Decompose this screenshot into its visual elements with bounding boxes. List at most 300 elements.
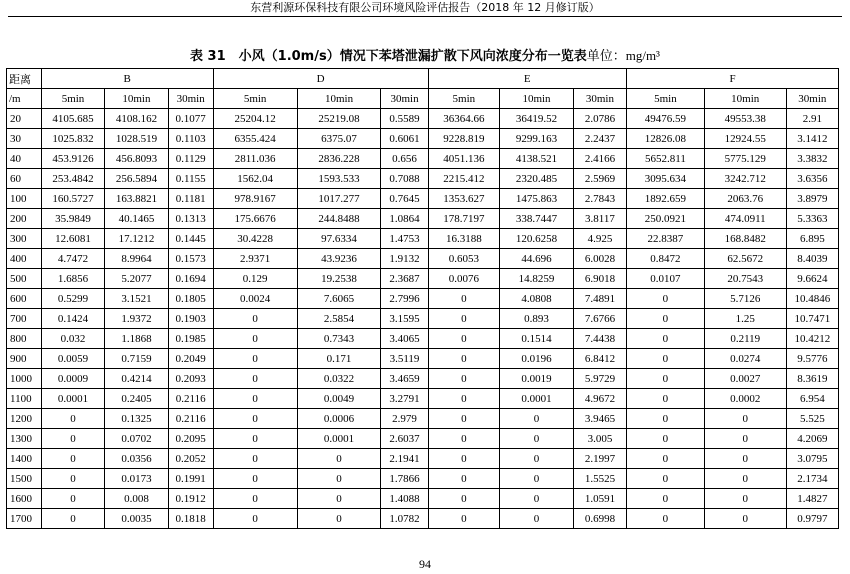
concentration-cell: 40.1465 [105,209,168,229]
concentration-cell: 0.1985 [168,329,213,349]
distance-cell: 900 [7,349,42,369]
concentration-cell: 0.9797 [786,509,838,529]
concentration-cell: 6.0028 [573,249,626,269]
concentration-cell: 2.0786 [573,109,626,129]
concentration-cell: 0 [213,329,297,349]
concentration-cell: 0 [627,309,705,329]
table-row [7,269,839,289]
table-row [7,449,839,469]
concentration-cell: 120.6258 [500,229,574,249]
concentration-cell: 0.2093 [168,369,213,389]
distance-unit-header: /m [7,89,42,109]
concentration-cell: 4051.136 [428,149,500,169]
concentration-cell: 4.2069 [786,429,838,449]
concentration-cell: 19.2538 [297,269,381,289]
table-row [7,149,839,169]
concentration-cell: 7.6766 [573,309,626,329]
distance-cell: 1700 [7,509,42,529]
concentration-cell: 5.7126 [704,289,786,309]
concentration-cell: 9299.163 [500,129,574,149]
concentration-cell: 5652.811 [627,149,705,169]
concentration-cell: 0 [41,489,104,509]
concentration-cell: 0.0001 [41,389,104,409]
concentration-cell: 2.1997 [573,449,626,469]
time-header: 30min [168,89,213,109]
concentration-cell: 0.1912 [168,489,213,509]
concentration-cell: 1.0782 [381,509,428,529]
concentration-cell: 1.1868 [105,329,168,349]
concentration-cell: 0 [428,369,500,389]
concentration-cell: 1.7866 [381,469,428,489]
distance-cell: 500 [7,269,42,289]
concentration-cell: 0 [297,449,381,469]
concentration-cell: 6.954 [786,389,838,409]
concentration-cell: 1.0591 [573,489,626,509]
concentration-cell: 4108.162 [105,109,168,129]
table-caption [0,47,850,66]
concentration-cell: 1017.277 [297,189,381,209]
concentration-cell: 2320.485 [500,169,574,189]
concentration-cell: 1.4827 [786,489,838,509]
concentration-cell: 2.9371 [213,249,297,269]
distance-cell: 300 [7,229,42,249]
concentration-cell: 12924.55 [704,129,786,149]
concentration-cell: 2.1941 [381,449,428,469]
concentration-cell: 62.5672 [704,249,786,269]
concentration-cell: 0 [627,449,705,469]
concentration-cell: 0.1313 [168,209,213,229]
concentration-cell: 0.7088 [381,169,428,189]
concentration-cell: 256.5894 [105,169,168,189]
concentration-cell: 2836.228 [297,149,381,169]
concentration-cell: 3.1521 [105,289,168,309]
concentration-cell: 0 [428,489,500,509]
concentration-cell: 0 [428,409,500,429]
concentration-cell: 0 [704,469,786,489]
concentration-cell: 0.4214 [105,369,168,389]
concentration-cell: 0.0702 [105,429,168,449]
concentration-cell: 6.8412 [573,349,626,369]
group-header-b: B [41,69,213,89]
table-title: 表 31 小风（1.0m/s）情况下苯塔泄漏扩散下风向浓度分布一览表 [190,49,587,64]
concentration-cell: 2063.76 [704,189,786,209]
table-row [7,409,839,429]
concentration-cell: 0.1573 [168,249,213,269]
concentration-cell: 3.3832 [786,149,838,169]
concentration-cell: 25219.08 [297,109,381,129]
table-row [7,129,839,149]
concentration-cell: 3.4659 [381,369,428,389]
concentration-cell: 4.9672 [573,389,626,409]
concentration-cell: 0 [627,489,705,509]
concentration-cell: 1892.659 [627,189,705,209]
concentration-cell: 1.25 [704,309,786,329]
concentration-cell: 0 [627,509,705,529]
concentration-cell: 0 [428,309,500,329]
concentration-cell: 0.1445 [168,229,213,249]
time-header: 5min [41,89,104,109]
table-row [7,249,839,269]
concentration-cell: 5.3363 [786,209,838,229]
concentration-cell: 3.1595 [381,309,428,329]
concentration-cell: 0 [213,449,297,469]
concentration-cell: 49553.38 [704,109,786,129]
concentration-cell: 0.7645 [381,189,428,209]
concentration-cell: 0.0049 [297,389,381,409]
concentration-cell: 1.4753 [381,229,428,249]
concentration-cell: 0.1818 [168,509,213,529]
table-row [7,189,839,209]
table-row [7,289,839,309]
concentration-cell: 0 [428,429,500,449]
concentration-cell: 0.1903 [168,309,213,329]
concentration-cell: 0.1077 [168,109,213,129]
concentration-cell: 0 [704,489,786,509]
concentration-cell: 0.8472 [627,249,705,269]
concentration-cell: 2811.036 [213,149,297,169]
concentration-cell: 0.0002 [704,389,786,409]
concentration-cell: 2215.412 [428,169,500,189]
concentration-cell: 3.8117 [573,209,626,229]
distance-cell: 200 [7,209,42,229]
page-header: 东营利源环保科技有限公司环境风险评估报告（2018 年 12 月修订版） [250,1,600,14]
concentration-cell: 168.8482 [704,229,786,249]
concentration-cell: 0 [428,509,500,529]
concentration-cell: 0 [627,369,705,389]
concentration-cell: 0.2405 [105,389,168,409]
concentration-cell: 0.2049 [168,349,213,369]
concentration-cell: 0 [213,309,297,329]
concentration-cell: 0.1694 [168,269,213,289]
concentration-cell: 0.0076 [428,269,500,289]
distance-cell: 1400 [7,449,42,469]
table-row [7,209,839,229]
concentration-cell: 0 [213,489,297,509]
concentration-cell: 1025.832 [41,129,104,149]
concentration-cell: 1593.533 [297,169,381,189]
concentration-cell: 0.7159 [105,349,168,369]
concentration-cell: 0.032 [41,329,104,349]
group-header-row [7,69,839,89]
concentration-cell: 0.171 [297,349,381,369]
concentration-cell: 250.0921 [627,209,705,229]
concentration-cell: 0.2119 [704,329,786,349]
concentration-cell: 4.0808 [500,289,574,309]
concentration-cell: 0 [704,509,786,529]
concentration-cell: 6.9018 [573,269,626,289]
concentration-cell: 0 [627,429,705,449]
concentration-cell: 0.2116 [168,409,213,429]
concentration-cell: 0 [704,409,786,429]
concentration-cell: 1.9372 [105,309,168,329]
concentration-cell: 0 [428,469,500,489]
distance-cell: 20 [7,109,42,129]
concentration-cell: 1562.04 [213,169,297,189]
concentration-cell: 0 [41,409,104,429]
concentration-cell: 44.696 [500,249,574,269]
concentration-cell: 7.6065 [297,289,381,309]
concentration-cell: 1.5525 [573,469,626,489]
table-row [7,109,839,129]
concentration-cell: 20.7543 [704,269,786,289]
concentration-cell: 5.2077 [105,269,168,289]
header-rule [8,16,842,17]
distance-cell: 40 [7,149,42,169]
concentration-cell: 175.6676 [213,209,297,229]
concentration-cell: 49476.59 [627,109,705,129]
concentration-cell: 0.7343 [297,329,381,349]
concentration-cell: 0.2095 [168,429,213,449]
distance-cell: 1600 [7,489,42,509]
concentration-cell: 0 [627,329,705,349]
concentration-cell: 3.0795 [786,449,838,469]
table-row [7,309,839,329]
concentration-cell: 30.4228 [213,229,297,249]
distance-cell: 1100 [7,389,42,409]
concentration-cell: 0.6053 [428,249,500,269]
concentration-cell: 0.5299 [41,289,104,309]
table-row [7,389,839,409]
concentration-cell: 0.0024 [213,289,297,309]
table-row [7,509,839,529]
concentration-cell: 0.0274 [704,349,786,369]
concentration-cell: 0 [704,429,786,449]
concentration-cell: 0.0173 [105,469,168,489]
concentration-cell: 6.895 [786,229,838,249]
distance-cell: 30 [7,129,42,149]
concentration-cell: 16.3188 [428,229,500,249]
concentration-cell: 22.8387 [627,229,705,249]
concentration-cell: 0 [627,469,705,489]
concentration-cell: 0.1103 [168,129,213,149]
concentration-cell: 25204.12 [213,109,297,129]
concentration-cell: 3.9465 [573,409,626,429]
concentration-cell: 6355.424 [213,129,297,149]
concentration-cell: 4105.685 [41,109,104,129]
concentration-cell: 0 [213,369,297,389]
concentration-cell: 2.5854 [297,309,381,329]
concentration-cell: 1.4088 [381,489,428,509]
table-unit: 单位：mg/m³ [586,48,660,63]
concentration-cell: 0.1155 [168,169,213,189]
concentration-cell: 0.656 [381,149,428,169]
concentration-cell: 0 [627,349,705,369]
concentration-cell: 2.2437 [573,129,626,149]
concentration-cell: 2.6037 [381,429,428,449]
concentration-cell: 0 [428,349,500,369]
concentration-cell: 178.7197 [428,209,500,229]
concentration-cell: 160.5727 [41,189,104,209]
concentration-cell: 4.925 [573,229,626,249]
distance-cell: 400 [7,249,42,269]
concentration-cell: 0.1129 [168,149,213,169]
concentration-cell: 0 [428,289,500,309]
distance-cell: 1500 [7,469,42,489]
table-row [7,469,839,489]
concentration-table [6,68,839,529]
concentration-cell: 0.1991 [168,469,213,489]
concentration-cell: 0 [297,489,381,509]
concentration-cell: 9.6624 [786,269,838,289]
table-row [7,169,839,189]
concentration-cell: 0.0059 [41,349,104,369]
concentration-cell: 0.129 [213,269,297,289]
concentration-cell: 3.6356 [786,169,838,189]
concentration-cell: 0 [213,509,297,529]
concentration-cell: 2.7996 [381,289,428,309]
distance-cell: 600 [7,289,42,309]
concentration-cell: 3.005 [573,429,626,449]
concentration-cell: 0.0001 [500,389,574,409]
concentration-cell: 0.0019 [500,369,574,389]
concentration-cell: 0.0356 [105,449,168,469]
concentration-cell: 0 [41,509,104,529]
concentration-cell: 0.0035 [105,509,168,529]
concentration-cell: 7.4891 [573,289,626,309]
time-header: 10min [105,89,168,109]
concentration-cell: 0.2052 [168,449,213,469]
concentration-cell: 17.1212 [105,229,168,249]
concentration-cell: 10.4846 [786,289,838,309]
time-header: 30min [786,89,838,109]
concentration-cell: 0 [627,409,705,429]
concentration-cell: 1353.627 [428,189,500,209]
concentration-cell: 5775.129 [704,149,786,169]
concentration-cell: 0.0027 [704,369,786,389]
concentration-cell: 0.6061 [381,129,428,149]
concentration-cell: 163.8821 [105,189,168,209]
concentration-cell: 0 [428,449,500,469]
concentration-cell: 43.9236 [297,249,381,269]
concentration-cell: 3095.634 [627,169,705,189]
concentration-cell: 0 [500,509,574,529]
distance-cell: 1200 [7,409,42,429]
concentration-cell: 0.893 [500,309,574,329]
distance-header: 距离 [7,69,42,89]
concentration-cell: 0 [428,329,500,349]
concentration-cell: 253.4842 [41,169,104,189]
concentration-cell: 0.0009 [41,369,104,389]
concentration-cell: 474.0911 [704,209,786,229]
concentration-cell: 0.0006 [297,409,381,429]
concentration-cell: 2.91 [786,109,838,129]
distance-cell: 60 [7,169,42,189]
group-header-d: D [213,69,428,89]
concentration-cell: 0 [213,429,297,449]
concentration-cell: 0 [500,469,574,489]
concentration-cell: 3.2791 [381,389,428,409]
table-row [7,329,839,349]
concentration-cell: 1.6856 [41,269,104,289]
concentration-cell: 2.7843 [573,189,626,209]
concentration-cell: 978.9167 [213,189,297,209]
concentration-cell: 338.7447 [500,209,574,229]
concentration-cell: 0 [428,389,500,409]
time-header: 10min [704,89,786,109]
concentration-cell: 0.5589 [381,109,428,129]
time-header: 5min [428,89,500,109]
concentration-cell: 0 [213,389,297,409]
concentration-cell: 3.8979 [786,189,838,209]
concentration-cell: 0.1514 [500,329,574,349]
concentration-cell: 8.9964 [105,249,168,269]
concentration-cell: 8.4039 [786,249,838,269]
distance-cell: 1000 [7,369,42,389]
table-row [7,429,839,449]
concentration-cell: 3.5119 [381,349,428,369]
concentration-cell: 1028.519 [105,129,168,149]
time-header: 5min [627,89,705,109]
table-row [7,489,839,509]
concentration-cell: 0.1424 [41,309,104,329]
concentration-cell: 10.7471 [786,309,838,329]
concentration-cell: 97.6334 [297,229,381,249]
concentration-cell: 9228.819 [428,129,500,149]
concentration-cell: 2.4166 [573,149,626,169]
concentration-cell: 36419.52 [500,109,574,129]
concentration-cell: 0 [213,349,297,369]
table-body [7,109,839,529]
concentration-cell: 35.9849 [41,209,104,229]
concentration-cell: 14.8259 [500,269,574,289]
distance-cell: 700 [7,309,42,329]
concentration-cell: 456.8093 [105,149,168,169]
group-header-e: E [428,69,627,89]
concentration-cell: 0 [41,469,104,489]
concentration-cell: 0.2116 [168,389,213,409]
table-row [7,369,839,389]
concentration-cell: 36364.66 [428,109,500,129]
concentration-cell: 0 [500,449,574,469]
concentration-cell: 0 [41,429,104,449]
concentration-cell: 0.0196 [500,349,574,369]
concentration-cell: 0.6998 [573,509,626,529]
time-header: 5min [213,89,297,109]
concentration-cell: 244.8488 [297,209,381,229]
distance-cell: 800 [7,329,42,349]
concentration-cell: 0.1181 [168,189,213,209]
concentration-cell: 0 [627,289,705,309]
concentration-cell: 0.0107 [627,269,705,289]
table-row [7,349,839,369]
table-row [7,229,839,249]
page-number: 94 [419,557,431,571]
concentration-cell: 0 [297,469,381,489]
concentration-cell: 10.4212 [786,329,838,349]
concentration-cell: 0 [500,429,574,449]
concentration-cell: 2.1734 [786,469,838,489]
concentration-cell: 3.4065 [381,329,428,349]
time-header: 30min [573,89,626,109]
concentration-cell: 0 [704,449,786,469]
concentration-cell: 12826.08 [627,129,705,149]
concentration-cell: 5.9729 [573,369,626,389]
concentration-cell: 1475.863 [500,189,574,209]
group-header-f: F [627,69,839,89]
concentration-cell: 0.008 [105,489,168,509]
concentration-cell: 4138.521 [500,149,574,169]
concentration-cell: 8.3619 [786,369,838,389]
time-header: 30min [381,89,428,109]
concentration-cell: 2.5969 [573,169,626,189]
concentration-cell: 0 [627,389,705,409]
concentration-cell: 0 [297,509,381,529]
time-header: 10min [297,89,381,109]
concentration-cell: 0.0001 [297,429,381,449]
concentration-cell: 453.9126 [41,149,104,169]
distance-cell: 100 [7,189,42,209]
time-header: 10min [500,89,574,109]
